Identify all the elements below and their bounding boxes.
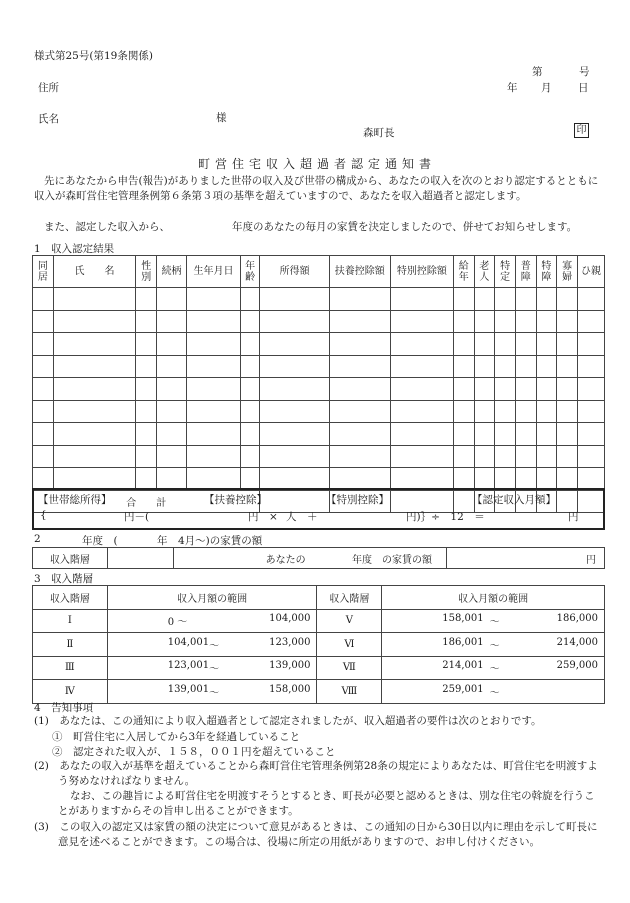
range-from: 104,001	[167, 636, 210, 648]
income-table-cell[interactable]	[474, 400, 495, 423]
income-table-cell[interactable]	[240, 400, 260, 423]
calc-yen-times: 円 ×	[248, 511, 278, 523]
notice-1-a: ① 町営住宅に入居してから3年を経過していること	[52, 731, 301, 743]
calc-box	[32, 488, 605, 530]
income-table-cell[interactable]	[260, 445, 329, 468]
income-table-cell[interactable]	[474, 468, 495, 491]
income-table-cell[interactable]	[474, 378, 495, 401]
income-table-cell[interactable]	[495, 400, 516, 423]
range-to: 186,000	[556, 613, 598, 625]
name-label: 氏名	[38, 113, 59, 125]
income-table-cell[interactable]	[390, 423, 453, 446]
income-table-cell[interactable]	[390, 333, 453, 356]
notice-1: (1) あなたは、この通知により収入超過者として認定されましたが、収入超過者の要件は次のとおりです。	[34, 715, 542, 727]
col-single-parent: ひ親	[577, 256, 604, 288]
income-table-cell[interactable]	[187, 423, 241, 446]
date-year: 年	[507, 82, 518, 94]
income-level-row	[33, 609, 605, 633]
income-table-cell[interactable]	[474, 445, 495, 468]
calc-special-label: 【特別控除】	[326, 494, 389, 506]
income-table-cell[interactable]	[240, 333, 260, 356]
income-table-cell[interactable]	[515, 333, 536, 356]
rent-table	[32, 547, 605, 569]
range-to: 158,000	[269, 683, 311, 695]
income-table-cell[interactable]	[240, 468, 260, 491]
col-age: 年齢	[240, 256, 260, 288]
section2-heading-b: 年度 (	[82, 535, 118, 547]
notice-1-b: ② 認定された収入が、１５８，００１円を超えていること	[52, 746, 336, 758]
income-table-cell[interactable]	[329, 445, 390, 468]
income-table-cell[interactable]	[136, 378, 157, 401]
income-table-cell[interactable]	[577, 288, 604, 311]
income-table-cell[interactable]	[557, 400, 578, 423]
number-go: 号	[579, 66, 590, 78]
income-table-cell[interactable]	[390, 288, 453, 311]
income-table-cell[interactable]	[536, 333, 557, 356]
income-table-cell[interactable]	[515, 400, 536, 423]
income-table-cell[interactable]	[260, 333, 329, 356]
range-sep: ～	[209, 640, 220, 652]
income-table-cell[interactable]	[390, 310, 453, 333]
income-table-cell[interactable]	[329, 288, 390, 311]
income-table-cell[interactable]	[453, 445, 474, 468]
income-table-cell[interactable]	[240, 355, 260, 378]
income-table-cell[interactable]	[474, 288, 495, 311]
income-table-cell[interactable]	[53, 378, 136, 401]
income-table-cell[interactable]	[157, 333, 187, 356]
notice-3: (3) この収入の認定又は家賃の額の決定について意見があるときは、この通知の日から30日以内に理由を示して町長に意見を述べることができます。この場合は、役場に所定の用紙がありますので、お申し付けください。	[34, 821, 598, 848]
income-level-row	[33, 656, 605, 680]
income-table-cell[interactable]	[577, 400, 604, 423]
income-table-cell[interactable]	[240, 445, 260, 468]
income-table-cell[interactable]	[557, 333, 578, 356]
range-to: 104,000	[269, 613, 311, 625]
income-table-cell[interactable]	[187, 288, 241, 311]
calc-yen-minus: 円－(	[124, 511, 150, 523]
range-header-right: 収入月額の範囲	[382, 586, 605, 610]
income-table-cell[interactable]	[474, 355, 495, 378]
level-range	[382, 633, 605, 657]
income-table-cell[interactable]	[536, 355, 557, 378]
income-table-cell[interactable]	[187, 468, 241, 491]
range-to: 259,000	[556, 660, 598, 672]
income-table-cell[interactable]	[136, 288, 157, 311]
range-sep: ～	[489, 664, 500, 676]
income-table-cell[interactable]	[187, 333, 241, 356]
range-to: 214,000	[556, 636, 598, 648]
rent-year-amount: 年度 の家賃の額	[352, 554, 433, 566]
income-table-cell[interactable]	[33, 310, 54, 333]
address-label: 住所	[38, 82, 59, 94]
income-table-cell[interactable]	[577, 378, 604, 401]
income-table-cell[interactable]	[453, 310, 474, 333]
income-table-cell[interactable]	[260, 355, 329, 378]
income-table-cell[interactable]	[53, 355, 136, 378]
income-table-cell[interactable]	[329, 468, 390, 491]
rent-yen: 円	[447, 548, 605, 569]
income-table-cell[interactable]	[495, 378, 516, 401]
range-header-left: 収入月額の範囲	[107, 586, 317, 610]
notice-2: (2) あなたの収入が基準を超えていることから森町営住宅管理条例第28条の規定によりあなたは、町営住宅を明渡すよう努めなければなりません。	[34, 760, 598, 787]
income-table-header	[33, 256, 605, 288]
income-table-cell[interactable]	[557, 445, 578, 468]
income-table-cell[interactable]	[329, 333, 390, 356]
level-range	[382, 680, 605, 704]
income-table-cell[interactable]	[53, 333, 136, 356]
income-table-cell[interactable]	[53, 288, 136, 311]
income-table-row	[33, 468, 605, 491]
income-table-cell[interactable]	[157, 468, 187, 491]
date-day: 日	[578, 82, 589, 94]
income-table-cell[interactable]	[136, 468, 157, 491]
section2-heading-c: 年 4月～)の家賃の額	[157, 535, 263, 547]
calc-persons-plus: 人 ＋	[286, 511, 318, 523]
range-sep: ～	[489, 617, 500, 629]
level-numeral: Ⅵ	[317, 633, 382, 657]
income-table-cell[interactable]	[329, 310, 390, 333]
income-table-cell[interactable]	[390, 445, 453, 468]
income-table-cell[interactable]	[536, 468, 557, 491]
income-table-cell[interactable]	[33, 355, 54, 378]
income-table-cell[interactable]	[136, 333, 157, 356]
income-table-cell[interactable]	[453, 468, 474, 491]
income-table-cell[interactable]	[515, 423, 536, 446]
range-to: 123,000	[269, 636, 311, 648]
level-range	[107, 609, 317, 633]
income-table-cell[interactable]	[136, 400, 157, 423]
income-table-cell[interactable]	[33, 468, 54, 491]
income-table-cell[interactable]	[240, 378, 260, 401]
income-table-cell[interactable]	[453, 355, 474, 378]
col-special-deduction: 特別控除額	[390, 256, 453, 288]
income-table-cell[interactable]	[557, 378, 578, 401]
range-sep: ～	[489, 687, 500, 699]
income-table-cell[interactable]	[515, 468, 536, 491]
income-table-cell[interactable]	[329, 378, 390, 401]
col-salary: 給年	[453, 256, 474, 288]
col-disability: 普障	[515, 256, 536, 288]
income-table-cell[interactable]	[557, 288, 578, 311]
col-income: 所得額	[260, 256, 329, 288]
income-table-cell[interactable]	[453, 333, 474, 356]
income-table-cell[interactable]	[260, 423, 329, 446]
col-dependent-deduction: 扶養控除額	[329, 256, 390, 288]
income-table	[32, 255, 605, 513]
level-numeral: Ⅷ	[317, 680, 382, 704]
calc-dependent-label: 【扶養控除】	[204, 494, 267, 506]
income-table-cell[interactable]	[260, 400, 329, 423]
level-range	[107, 633, 317, 657]
income-table-cell[interactable]	[53, 468, 136, 491]
income-table-row	[33, 310, 605, 333]
range-from: 123,001	[167, 660, 210, 672]
calc-open: {	[40, 509, 47, 521]
range-to: 139,000	[269, 660, 311, 672]
range-sep: ～	[209, 687, 220, 699]
col-special-disability: 特障	[536, 256, 557, 288]
income-table-cell[interactable]	[495, 445, 516, 468]
rent-level-label: 収入階層	[33, 548, 108, 569]
income-table-cell[interactable]	[187, 355, 241, 378]
income-table-cell[interactable]	[577, 333, 604, 356]
level-header-left: 収入階層	[33, 586, 108, 610]
income-level-row	[33, 633, 605, 657]
intro-second-a: また、認定した収入から、	[44, 221, 170, 233]
income-table-cell[interactable]	[557, 310, 578, 333]
income-table-cell[interactable]	[453, 423, 474, 446]
level-numeral: Ⅴ	[317, 609, 382, 633]
date-month: 月	[541, 82, 552, 94]
col-relation: 続柄	[157, 256, 187, 288]
col-widow: 寡婦	[557, 256, 578, 288]
income-table-cell[interactable]	[240, 288, 260, 311]
income-table-cell[interactable]	[495, 288, 516, 311]
seal-stamp: 印	[574, 123, 589, 138]
income-table-cell[interactable]	[515, 310, 536, 333]
income-table-cell[interactable]	[33, 423, 54, 446]
income-table-cell[interactable]	[329, 423, 390, 446]
income-table-cell[interactable]	[157, 355, 187, 378]
income-table-cell[interactable]	[515, 355, 536, 378]
range-from: 139,001	[167, 683, 210, 695]
income-table-cell[interactable]	[536, 378, 557, 401]
income-table-cell[interactable]	[187, 445, 241, 468]
income-table-cell[interactable]	[577, 468, 604, 491]
section3-heading: 3 収入階層	[34, 573, 94, 585]
level-numeral: Ⅲ	[33, 656, 108, 680]
income-table-cell[interactable]	[260, 378, 329, 401]
income-table-cell[interactable]	[136, 445, 157, 468]
income-level-row	[33, 680, 605, 704]
income-table-cell[interactable]	[390, 378, 453, 401]
total-label: 合 計	[33, 490, 260, 513]
income-level-table	[32, 585, 605, 704]
income-table-cell[interactable]	[53, 400, 136, 423]
income-table-cell[interactable]	[136, 355, 157, 378]
income-table-cell[interactable]	[495, 355, 516, 378]
income-table-cell[interactable]	[557, 423, 578, 446]
level-numeral: Ⅱ	[33, 633, 108, 657]
income-table-row	[33, 378, 605, 401]
notice-2-b: なお、この趣旨による町営住宅を明渡すそうとするとき、町長が必要と認めるときは、別な住宅の斡旋を行うことがありますからその旨申し出ることができます。	[58, 790, 595, 817]
rent-amount-label	[173, 548, 447, 569]
range-sep: ～	[209, 664, 220, 676]
calc-yen-close: 円)｝÷ 12 ＝	[406, 511, 485, 523]
level-numeral: Ⅶ	[317, 656, 382, 680]
income-table-cell[interactable]	[157, 400, 187, 423]
intro-second-b: 年度のあなたの毎月の家賃を決定しましたので、併せてお知らせします。	[232, 221, 578, 233]
income-table-cell[interactable]	[187, 400, 241, 423]
income-table-cell[interactable]	[495, 310, 516, 333]
income-table-cell[interactable]	[390, 468, 453, 491]
income-table-cell[interactable]	[53, 310, 136, 333]
rent-your: あなたの	[265, 554, 306, 566]
range-from: 158,001	[442, 613, 484, 625]
level-numeral: Ⅰ	[33, 609, 108, 633]
intro-paragraph: 先にあなたから申告(報告)がありました世帯の収入及び世帯の構成から、あなたの収入を次のとおり認定するとともに収入が森町営住宅管理条例第６条第３項の基準を超えていますので、あなたを収入超過者と認定します。	[34, 175, 599, 202]
income-table-cell[interactable]	[157, 445, 187, 468]
income-table-row	[33, 355, 605, 378]
income-table-cell[interactable]	[157, 378, 187, 401]
col-name: 氏 名	[53, 256, 136, 288]
calc-certified-label: 【認定収入月額】	[472, 494, 556, 506]
income-table-cell[interactable]	[515, 378, 536, 401]
range-sep: ～	[489, 640, 500, 652]
income-table-cell[interactable]	[536, 288, 557, 311]
income-table-cell[interactable]	[157, 423, 187, 446]
income-table-cell[interactable]	[187, 310, 241, 333]
level-range	[382, 609, 605, 633]
col-elderly: 老人	[474, 256, 495, 288]
income-table-cell[interactable]	[136, 423, 157, 446]
income-table-cell[interactable]	[329, 400, 390, 423]
section1-heading: 1 収入認定結果	[34, 243, 115, 255]
income-table-cell[interactable]	[329, 355, 390, 378]
income-table-cell[interactable]	[260, 288, 329, 311]
range-from: 186,001	[442, 636, 484, 648]
col-birthdate: 生年月日	[187, 256, 241, 288]
income-table-cell[interactable]	[157, 310, 187, 333]
income-table-row	[33, 333, 605, 356]
income-table-row	[33, 423, 605, 446]
col-specific: 特定	[495, 256, 516, 288]
income-table-row	[33, 400, 605, 423]
income-table-row	[33, 288, 605, 311]
income-table-cell[interactable]	[474, 333, 495, 356]
income-table-cell[interactable]	[515, 445, 536, 468]
income-table-cell[interactable]	[474, 310, 495, 333]
form-number: 様式第25号(第19条関係)	[34, 50, 153, 62]
col-sex: 性別	[136, 256, 157, 288]
income-table-cell[interactable]	[536, 400, 557, 423]
range-from: 259,001	[442, 683, 484, 695]
mayor-label: 森町長	[363, 127, 395, 139]
income-table-cell[interactable]	[515, 288, 536, 311]
income-table-cell[interactable]	[33, 333, 54, 356]
income-table-cell[interactable]	[33, 400, 54, 423]
income-table-cell[interactable]	[495, 468, 516, 491]
income-table-cell[interactable]	[390, 355, 453, 378]
income-table-cell[interactable]	[495, 333, 516, 356]
document-title: 町営住宅収入超過者認定通知書	[198, 157, 437, 171]
honorific: 様	[216, 112, 227, 124]
income-table-cell[interactable]	[557, 468, 578, 491]
income-table-cell[interactable]	[33, 445, 54, 468]
income-table-cell[interactable]	[33, 288, 54, 311]
income-table-cell[interactable]	[53, 445, 136, 468]
income-table-cell[interactable]	[240, 423, 260, 446]
income-table-cell[interactable]	[453, 400, 474, 423]
number-dai: 第	[532, 66, 543, 78]
income-table-cell[interactable]	[577, 355, 604, 378]
level-header-right: 収入階層	[317, 586, 382, 610]
income-table-cell[interactable]	[187, 378, 241, 401]
income-table-cell[interactable]	[495, 423, 516, 446]
level-range	[382, 656, 605, 680]
income-table-cell[interactable]	[577, 310, 604, 333]
income-table-cell[interactable]	[136, 310, 157, 333]
income-table-cell[interactable]	[536, 310, 557, 333]
range-from: 214,001	[442, 660, 484, 672]
income-table-cell[interactable]	[260, 468, 329, 491]
income-table-cell[interactable]	[240, 310, 260, 333]
calc-total-income-label: 【世帯総所得】	[38, 494, 112, 506]
income-table-cell[interactable]	[577, 423, 604, 446]
section4-heading: 4 告知事項	[34, 702, 94, 714]
income-table-row	[33, 445, 605, 468]
income-table-cell[interactable]	[157, 288, 187, 311]
income-table-cell[interactable]	[453, 378, 474, 401]
section2-number: 2	[34, 533, 41, 545]
income-table-cell[interactable]	[53, 423, 136, 446]
income-table-cell[interactable]	[260, 310, 329, 333]
income-table-cell[interactable]	[536, 423, 557, 446]
income-table-cell[interactable]	[390, 400, 453, 423]
level-range	[107, 680, 317, 704]
income-table-cell[interactable]	[536, 445, 557, 468]
income-table-cell[interactable]	[453, 288, 474, 311]
calc-yen: 円	[568, 511, 579, 523]
level-range	[107, 656, 317, 680]
level-numeral: Ⅳ	[33, 680, 108, 704]
income-table-cell[interactable]	[474, 423, 495, 446]
income-table-cell[interactable]	[577, 445, 604, 468]
income-table-cell[interactable]	[33, 378, 54, 401]
income-table-cell[interactable]	[557, 355, 578, 378]
range-sep: 0 ～	[167, 617, 188, 629]
col-cohabit: 同居	[33, 256, 54, 288]
